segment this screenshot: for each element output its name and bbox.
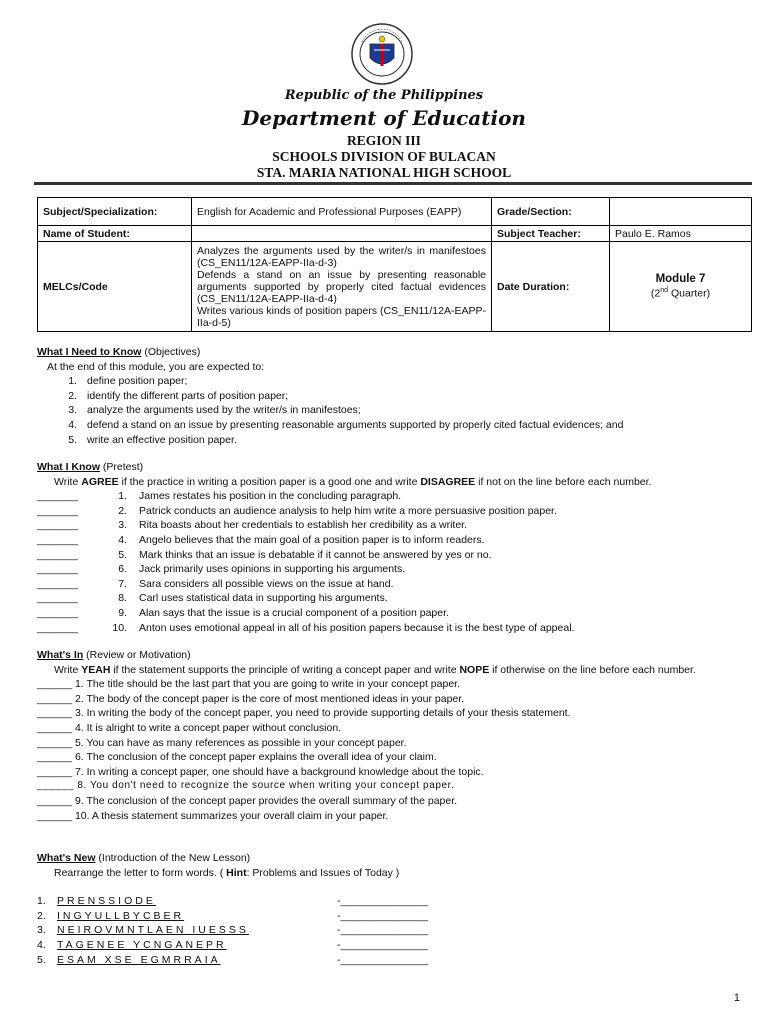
- answer-blank[interactable]: _______: [37, 548, 78, 561]
- student-label: Name of Student:: [38, 226, 192, 242]
- module-info-table: [37, 197, 752, 332]
- need-to-know-intro: At the end of this module, you are expected to:: [47, 360, 265, 373]
- review-item: ______ 7. In writing a concept paper, one should have a background knowledge about the topic.: [37, 765, 484, 778]
- whats-in-subtitle: (Review or Motivation): [83, 649, 191, 661]
- scrambled-number: 3.: [37, 924, 46, 937]
- objective-item: [37, 374, 737, 389]
- pretest-statement: Patrick conducts an audience analysis to help him write a more persuasive position paper.: [139, 504, 557, 517]
- melc-item-1: Analyzes the arguments used by the writer/s in manifestoes (CS_EN11/12A-EAPP-IIa-d-3): [197, 244, 486, 269]
- grade-label: Grade/Section:: [492, 198, 610, 226]
- answer-blank[interactable]: _______: [37, 592, 78, 605]
- melcs-label: MELCs/Code: [38, 242, 192, 332]
- grade-value[interactable]: [610, 198, 752, 226]
- whats-new-section: [37, 851, 737, 967]
- answer-line[interactable]: -_______________: [337, 953, 429, 966]
- review-list: [37, 677, 737, 823]
- objective-number: 3.: [68, 404, 77, 417]
- answer-line[interactable]: -_______________: [337, 895, 429, 908]
- teacher-label: Subject Teacher:: [492, 226, 610, 242]
- scrambled-item: [37, 953, 737, 968]
- scrambled-number: 4.: [37, 938, 46, 951]
- objective-text: analyze the arguments used by the writer/s in manifestoes;: [87, 404, 361, 417]
- scrambled-word: ESAM XSE EGMRRAIA: [57, 953, 221, 966]
- pretest-statement: James restates his position in the concluding paragraph.: [139, 490, 402, 503]
- pretest-item: [37, 548, 749, 563]
- pretest-number: 2.: [118, 504, 127, 517]
- scrambled-item: [37, 938, 737, 953]
- pretest-statement: Jack primarily uses opinions in supporting his arguments.: [139, 563, 406, 576]
- review-item: ______ 1. The title should be the last part that you are going to write in your concept paper.: [37, 678, 460, 691]
- module-cell: [610, 242, 752, 332]
- division-heading: SCHOOLS DIVISION OF BULACAN: [272, 149, 496, 164]
- objective-number: 2.: [68, 389, 77, 402]
- whats-in-title: What's In: [37, 649, 84, 661]
- review-item: ______ 10. A thesis statement summarizes your overall claim in your paper.: [37, 809, 389, 822]
- answer-blank[interactable]: _______: [37, 577, 78, 590]
- region-heading: REGION III: [347, 133, 421, 148]
- pretest-statement: Mark thinks that an issue is debatable if it cannot be answered by yes or no.: [139, 548, 492, 561]
- objective-item: [37, 403, 737, 418]
- objective-number: 5.: [68, 433, 77, 446]
- pretest-item: [37, 577, 749, 592]
- deped-seal-logo: [350, 22, 414, 86]
- republic-heading: Republic of the Philippines: [284, 88, 484, 103]
- scrambled-word: INGYULLBYCBER: [57, 909, 185, 922]
- need-to-know-section: [37, 345, 737, 447]
- whats-new-subtitle: (Introduction of the New Lesson): [95, 852, 251, 864]
- objective-text: write an effective position paper.: [87, 433, 237, 446]
- objective-text: identify the different parts of position paper;: [87, 389, 289, 402]
- objectives-list: [37, 374, 737, 447]
- what-i-know-subtitle: (Pretest): [100, 461, 144, 473]
- student-value[interactable]: [192, 226, 492, 242]
- page-number: 1: [733, 992, 740, 1004]
- melc-item-2: Defends a stand on an issue by presenting reasonable arguments supported by properly cited factual evidences (CS_EN11/12A-EAPP-IIa-d-4): [197, 268, 486, 305]
- module-number: Module 7: [655, 273, 706, 286]
- subject-value: English for Academic and Professional Purposes (EAPP): [192, 198, 492, 226]
- answer-blank[interactable]: _______: [37, 519, 78, 532]
- scrambled-number: 5.: [37, 953, 46, 966]
- answer-blank[interactable]: _______: [37, 490, 78, 503]
- answer-blank[interactable]: _______: [37, 563, 78, 576]
- pretest-item: [37, 606, 749, 621]
- header-divider: [34, 182, 752, 185]
- pretest-number: 7.: [118, 577, 127, 590]
- pretest-number: 8.: [118, 592, 127, 605]
- scrambled-item: [37, 909, 737, 924]
- answer-line[interactable]: -_______________: [337, 938, 429, 951]
- answer-blank[interactable]: _______: [37, 621, 78, 634]
- objective-number: 4.: [68, 418, 77, 431]
- review-item: ______ 5. You can have as many references as possible in your concept paper.: [37, 736, 407, 749]
- scrambled-number: 1.: [37, 895, 46, 908]
- duration-label: Date Duration:: [492, 242, 610, 332]
- answer-blank[interactable]: _______: [37, 504, 78, 517]
- department-heading: Department of Education: [242, 106, 526, 130]
- teacher-value: Paulo E. Ramos: [610, 226, 752, 242]
- scrambled-word: NEIROVMNTLAEN IUESSS: [57, 924, 249, 937]
- review-item: ______ 2. The body of the concept paper is the core of most mentioned ideas in your paper.: [37, 692, 465, 705]
- whats-new-instructions: Rearrange the letter to form words. ( Hint: Problems and Issues of Today ): [54, 866, 400, 879]
- pretest-number: 4.: [118, 533, 127, 546]
- review-item: ______ 4. It is alright to write a concept paper without conclusion.: [37, 721, 342, 734]
- scrambled-word: TAGENEE YCNGANEPR: [57, 938, 227, 951]
- pretest-statement: Anton uses emotional appeal in all of his position papers because it is the best type of appeal.: [139, 621, 575, 634]
- objective-item: [37, 433, 737, 448]
- pretest-number: 3.: [118, 519, 127, 532]
- scrambled-words-list: [37, 894, 737, 967]
- answer-line[interactable]: -_______________: [337, 909, 429, 922]
- melc-item-3: Writes various kinds of position papers (CS_EN11/12A-EAPP-IIa-d-5): [197, 304, 486, 329]
- objective-text: define position paper;: [87, 375, 188, 388]
- scrambled-item: [37, 894, 737, 909]
- melcs-value: [192, 242, 492, 332]
- pretest-statement: Rita boasts about her credentials to establish her credibility as a writer.: [139, 519, 467, 532]
- pretest-statement: Sara considers all possible views on the issue at hand.: [139, 577, 394, 590]
- pretest-number: 9.: [118, 606, 127, 619]
- pretest-item: [37, 562, 749, 577]
- pretest-item: [37, 591, 749, 606]
- answer-line[interactable]: -_______________: [337, 924, 429, 937]
- objective-text: defend a stand on an issue by presenting reasonable arguments supported by properly cited factual evidences; and: [87, 418, 624, 431]
- pretest-item: [37, 504, 749, 519]
- need-to-know-subtitle: (Objectives): [141, 346, 201, 358]
- pretest-number: 5.: [118, 548, 127, 561]
- pretest-list: [37, 489, 749, 635]
- pretest-statement: Angelo believes that the main goal of a position paper is to inform readers.: [139, 533, 485, 546]
- pretest-number: 1.: [118, 490, 127, 503]
- school-heading: STA. MARIA NATIONAL HIGH SCHOOL: [256, 165, 512, 180]
- pretest-number: 6.: [118, 563, 127, 576]
- whats-in-section: [37, 648, 737, 823]
- review-item: ______ 3. In writing the body of the concept paper, you need to provide supporting details of your thesis statement.: [37, 707, 571, 720]
- what-i-know-instructions: Write AGREE if the practice in writing a position paper is a good one and write DISAGREE if not on the line before each number.: [54, 475, 652, 488]
- whats-in-instructions: Write YEAH if the statement supports the principle of writing a concept paper and write NOPE if otherwise on the line before each number.: [54, 663, 696, 676]
- scrambled-word: PRENSSIODE: [57, 895, 156, 908]
- review-item: ______ 9. The conclusion of the concept paper provides the overall summary of the paper.: [37, 794, 458, 807]
- pretest-number: 10.: [112, 621, 127, 634]
- review-item: ______ 6. The conclusion of the concept paper explains the overall idea of your claim.: [37, 751, 437, 764]
- pretest-statement: Carl uses statistical data in supporting his arguments.: [139, 592, 388, 605]
- whats-new-title: What's New: [37, 852, 96, 864]
- pretest-item: [37, 518, 749, 533]
- quarter-label: (2nd Quarter): [650, 287, 711, 300]
- subject-label: Subject/Specialization:: [38, 198, 192, 226]
- pretest-item: [37, 489, 749, 504]
- answer-blank[interactable]: _______: [37, 533, 78, 546]
- review-item: ______ 8. You don't need to recognize the source when writing your concept paper.: [37, 780, 455, 792]
- pretest-item: [37, 533, 749, 548]
- pretest-statement: Alan says that the issue is a crucial component of a position paper.: [139, 606, 449, 619]
- what-i-know-section: [37, 460, 749, 635]
- scrambled-number: 2.: [37, 909, 46, 922]
- answer-blank[interactable]: _______: [37, 606, 78, 619]
- scrambled-item: [37, 923, 737, 938]
- objective-item: [37, 389, 737, 404]
- need-to-know-title: What I Need to Know: [37, 346, 142, 358]
- what-i-know-title: What I Know: [37, 461, 100, 473]
- objective-item: [37, 418, 737, 433]
- pretest-item: [37, 621, 749, 636]
- objective-number: 1.: [68, 375, 77, 388]
